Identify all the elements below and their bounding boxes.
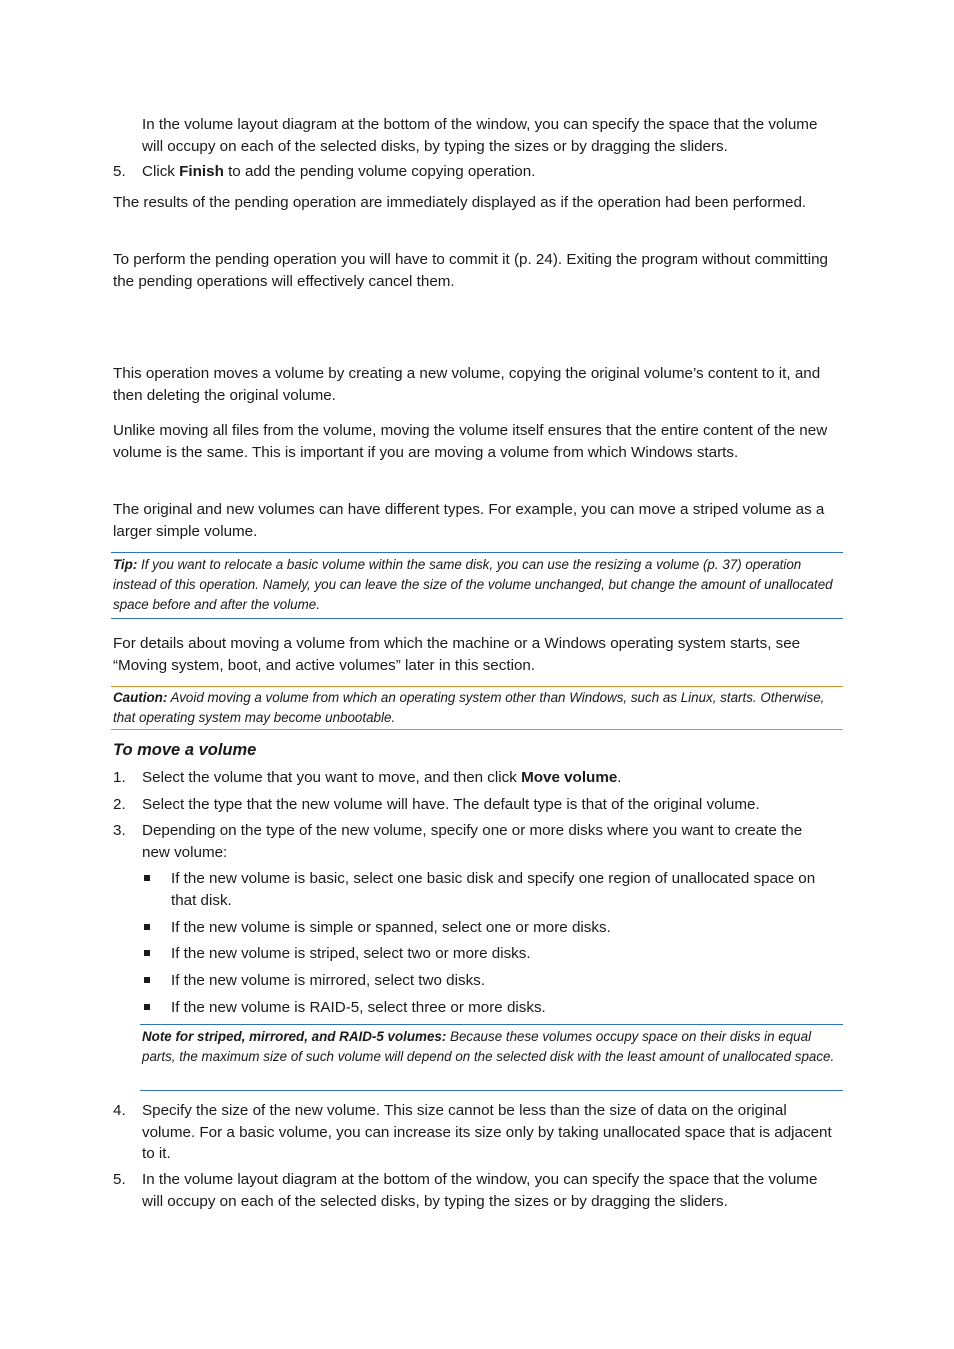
tip-text: If you want to relocate a basic volume within the same disk, you can use the resizing a volume (p. 37) operation instead of this operation. Namely, you can leave the size of the volume unchanged, but change the amount of unallocated space before and after the volume. (113, 557, 833, 612)
unlike-paragraph: Unlike moving all files from the volume, moving the volume itself ensures that the entire content of the new volume is the same. This is important if you are moving a volume from which Windows starts. (113, 422, 828, 461)
step-number: 5. (113, 163, 126, 180)
step-text (142, 767, 842, 789)
caution-note (111, 686, 843, 730)
intro-paragraph: This operation moves a volume by creating a new volume, copying the original volume’s content to it, and then deleting the original volume. (113, 365, 821, 404)
results-paragraph: The results of the pending operation are immediately displayed as if the operation had been performed. (113, 194, 807, 211)
bullet-text: If the new volume is RAID-5, select three or more disks. (171, 999, 546, 1016)
bullet-text: If the new volume is basic, select one basic disk and specify one region of unallocated space on that disk. (171, 870, 816, 909)
step-text-part: Click (142, 163, 180, 180)
types-paragraph: The original and new volumes can have different types. For example, you can move a striped volume as a larger simple volume. (113, 501, 825, 540)
bullet-square-icon (144, 924, 150, 930)
step-number: 2. (113, 796, 126, 813)
finish-label: Finish (179, 163, 224, 180)
step-text: Depending on the type of the new volume, specify one or more disks where you want to create the new volume: (142, 822, 803, 861)
note-label: Note for striped, mirrored, and RAID-5 volumes: (142, 1029, 447, 1044)
bullet-text: If the new volume is striped, select two or more disks. (171, 945, 531, 962)
bullet-text: If the new volume is mirrored, select two disks. (171, 972, 485, 989)
step-text: Select the type that the new volume will have. The default type is that of the original volume. (142, 796, 760, 813)
procedure-title: To move a volume (113, 741, 257, 759)
move-volume-label: Move volume (521, 769, 618, 786)
step-text: Specify the size of the new volume. This size cannot be less than the size of data on the original volume. For a basic volume, you can increase its size only by taking unallocated space that is adjacent to it. (142, 1102, 832, 1163)
step-number: 5. (113, 1171, 126, 1188)
step-text-part: to add the pending volume copying operation. (223, 163, 536, 180)
tip-label: Tip: (113, 557, 138, 572)
bullet-square-icon (144, 1004, 150, 1010)
perform-paragraph: To perform the pending operation you will have to commit it (p. 24). Exiting the program without committing the pending operations will effectively cancel them. (113, 251, 828, 290)
step-number: 3. (113, 822, 126, 839)
step-number: 4. (113, 1102, 126, 1119)
details-paragraph: For details about moving a volume from which the machine or a Windows operating system starts, see “Moving system, boot, and active volumes” later in this section. (113, 635, 801, 674)
step-text-part: Select the volume that you want to move, and then click (142, 769, 522, 786)
bullet-square-icon (144, 875, 150, 881)
continuation-paragraph: In the volume layout diagram at the bottom of the window, you can specify the space that the volume will occupy on each of the selected disks, by typing the sizes or by dragging the sliders. (142, 116, 818, 155)
step-text (142, 161, 842, 183)
step-number: 1. (113, 769, 126, 786)
bullet-square-icon (144, 950, 150, 956)
bullet-square-icon (144, 977, 150, 983)
raid-note (140, 1024, 843, 1091)
step-text: In the volume layout diagram at the bottom of the window, you can specify the space that the volume will occupy on each of the selected disks, by typing the sizes or by dragging the sliders. (142, 1171, 818, 1210)
caution-label: Caution: (113, 690, 168, 705)
step-text-part: . (617, 769, 622, 786)
caution-text: Avoid moving a volume from which an operating system other than Windows, such as Linux, starts. Otherwise, that operating system may become unbootable. (113, 690, 825, 725)
note-text: Because these volumes occupy space on their disks in equal parts, the maximum size of such volume will depend on the selected disk with the least amount of unallocated space. (142, 1029, 835, 1064)
bullet-text: If the new volume is simple or spanned, select one or more disks. (171, 919, 611, 936)
tip-note (111, 552, 843, 619)
